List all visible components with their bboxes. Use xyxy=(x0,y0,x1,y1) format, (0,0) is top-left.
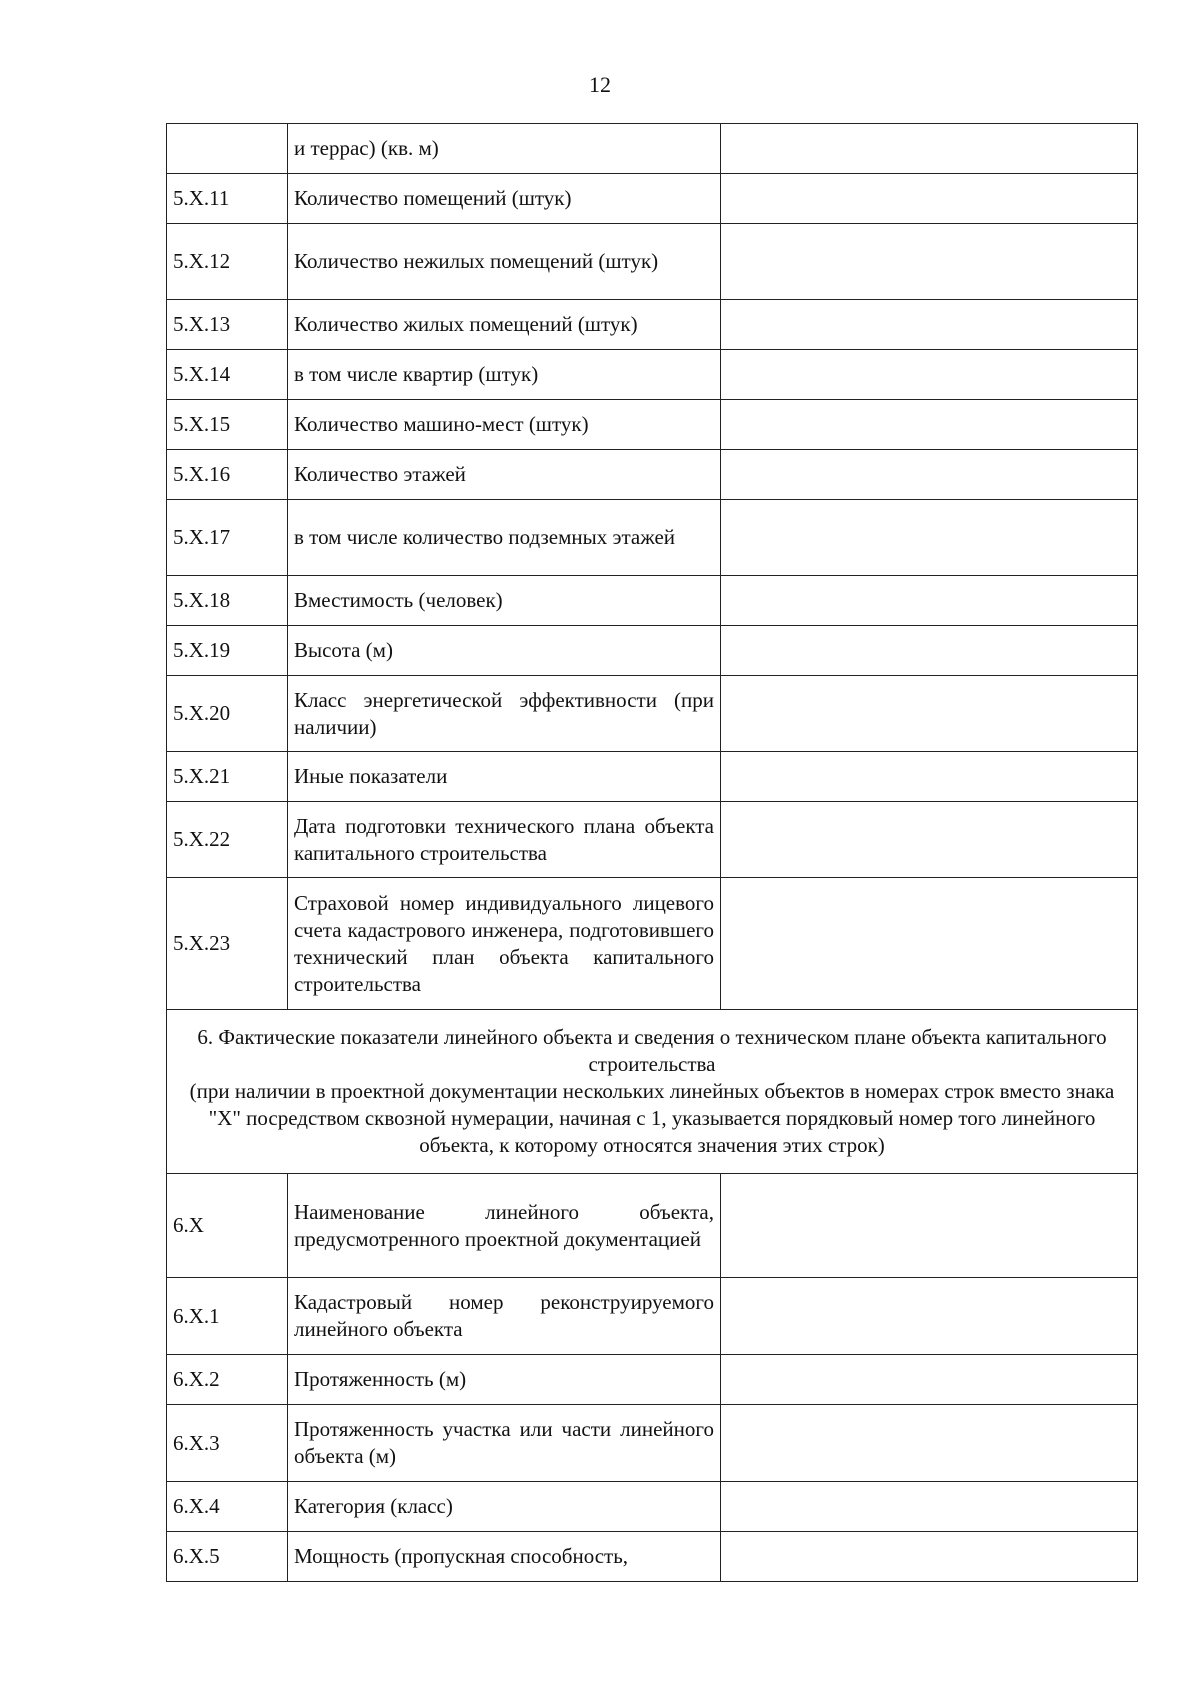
table-row xyxy=(167,1355,1138,1405)
row-number: 5.X.12 xyxy=(167,224,288,300)
table-row xyxy=(167,1174,1138,1278)
table-row xyxy=(167,1532,1138,1582)
row-number: 6.X.5 xyxy=(167,1532,288,1582)
table-row xyxy=(167,500,1138,576)
indicator-name: Количество жилых помещений (штук) xyxy=(288,300,721,350)
row-number: 5.X.19 xyxy=(167,626,288,676)
table-row xyxy=(167,576,1138,626)
table-row xyxy=(167,802,1138,878)
indicator-name: Протяженность (м) xyxy=(288,1355,721,1405)
indicator-name: в том числе количество подземных этажей xyxy=(288,500,721,576)
indicator-value[interactable] xyxy=(721,802,1138,878)
page-number: 12 xyxy=(589,72,611,97)
indicator-value[interactable] xyxy=(721,676,1138,752)
table-row xyxy=(167,1482,1138,1532)
indicator-value[interactable] xyxy=(721,500,1138,576)
indicator-value[interactable] xyxy=(721,576,1138,626)
section-6-title: 6. Фактические показатели линейного объекта и сведения о техническом плане объекта капитального строительства xyxy=(197,1025,1107,1076)
indicator-value[interactable] xyxy=(721,400,1138,450)
table-row xyxy=(167,1278,1138,1355)
row-number: 5.X.16 xyxy=(167,450,288,500)
indicator-name: Кадастровый номер реконструируемого линейного объекта xyxy=(288,1278,721,1355)
indicator-value[interactable] xyxy=(721,878,1138,1010)
table-row xyxy=(167,626,1138,676)
indicator-name: Количество нежилых помещений (штук) xyxy=(288,224,721,300)
indicator-name: и террас) (кв. м) xyxy=(288,124,721,174)
table-row xyxy=(167,676,1138,752)
indicator-name: Количество помещений (штук) xyxy=(288,174,721,224)
indicator-value[interactable] xyxy=(721,1278,1138,1355)
indicator-name: Мощность (пропускная способность, xyxy=(288,1532,721,1582)
table-row xyxy=(167,350,1138,400)
indicator-value[interactable] xyxy=(721,626,1138,676)
indicators-table xyxy=(166,123,1138,1582)
indicator-value[interactable] xyxy=(721,1405,1138,1482)
row-number: 5.X.17 xyxy=(167,500,288,576)
section-6-note: (при наличии в проектной документации нескольких линейных объектов в номерах строк вместо знака "X" посредством сквозной нумерации, начиная с 1, указывается порядковый номер того линейного объекта, к которому относятся значения этих строк) xyxy=(189,1079,1115,1157)
row-number: 5.X.18 xyxy=(167,576,288,626)
table-row xyxy=(167,224,1138,300)
row-number: 6.X.1 xyxy=(167,1278,288,1355)
indicator-value[interactable] xyxy=(721,1482,1138,1532)
table-row xyxy=(167,400,1138,450)
indicator-name: Вместимость (человек) xyxy=(288,576,721,626)
indicator-value[interactable] xyxy=(721,124,1138,174)
table-row xyxy=(167,878,1138,1010)
indicator-name: Наименование линейного объекта, предусмотренного проектной документацией xyxy=(288,1174,721,1278)
row-number: 5.X.15 xyxy=(167,400,288,450)
indicator-value[interactable] xyxy=(721,174,1138,224)
indicator-name: Количество машино-мест (штук) xyxy=(288,400,721,450)
row-number: 6.X.4 xyxy=(167,1482,288,1532)
table-row xyxy=(167,450,1138,500)
row-number: 5.X.22 xyxy=(167,802,288,878)
row-number: 5.X.11 xyxy=(167,174,288,224)
indicator-value[interactable] xyxy=(721,300,1138,350)
row-number: 5.X.23 xyxy=(167,878,288,1010)
indicator-value[interactable] xyxy=(721,224,1138,300)
row-number: 6.X.3 xyxy=(167,1405,288,1482)
indicator-value[interactable] xyxy=(721,1174,1138,1278)
indicator-name: Страховой номер индивидуального лицевого счета кадастрового инженера, подготовившего технический план объекта капитального строительства xyxy=(288,878,721,1010)
indicator-value[interactable] xyxy=(721,752,1138,802)
section-6-heading xyxy=(167,1010,1138,1174)
indicator-name: Иные показатели xyxy=(288,752,721,802)
indicator-name: Количество этажей xyxy=(288,450,721,500)
indicator-name: Категория (класс) xyxy=(288,1482,721,1532)
row-number: 5.X.14 xyxy=(167,350,288,400)
indicator-value[interactable] xyxy=(721,450,1138,500)
indicator-name: Высота (м) xyxy=(288,626,721,676)
row-number: 5.X.13 xyxy=(167,300,288,350)
indicator-name: в том числе квартир (штук) xyxy=(288,350,721,400)
row-number xyxy=(167,124,288,174)
row-number: 5.X.20 xyxy=(167,676,288,752)
table-row xyxy=(167,300,1138,350)
table-row xyxy=(167,752,1138,802)
indicator-name: Класс энергетической эффективности (при наличии) xyxy=(288,676,721,752)
table-row xyxy=(167,174,1138,224)
row-number: 6.X xyxy=(167,1174,288,1278)
indicator-value[interactable] xyxy=(721,350,1138,400)
table-row xyxy=(167,124,1138,174)
indicator-value[interactable] xyxy=(721,1355,1138,1405)
indicator-name: Дата подготовки технического плана объекта капитального строительства xyxy=(288,802,721,878)
table-row xyxy=(167,1405,1138,1482)
row-number: 6.X.2 xyxy=(167,1355,288,1405)
section-6-heading-row xyxy=(167,1010,1138,1174)
indicator-value[interactable] xyxy=(721,1532,1138,1582)
row-number: 5.X.21 xyxy=(167,752,288,802)
indicator-name: Протяженность участка или части линейного объекта (м) xyxy=(288,1405,721,1482)
